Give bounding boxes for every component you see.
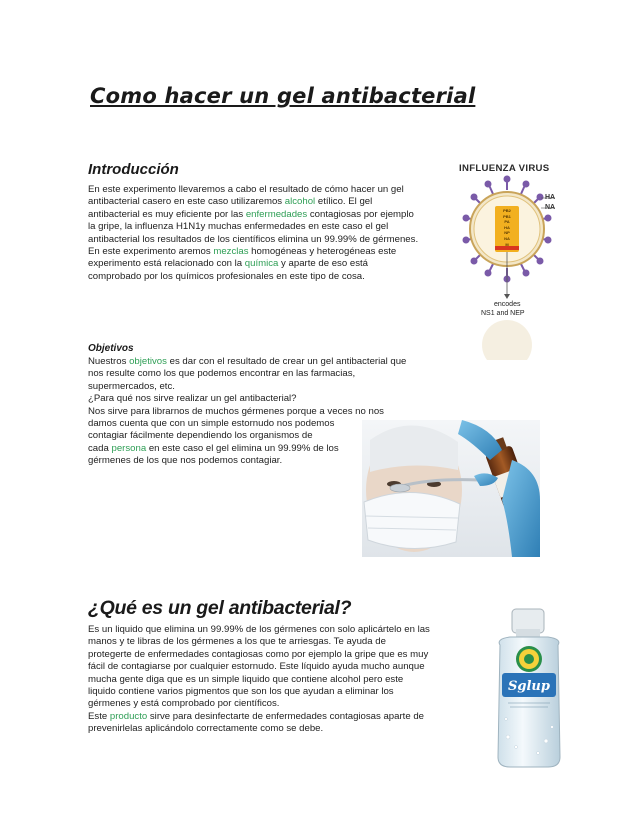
text-segment: manos y te libras de los gérmenes a los que te arriesgas. Te ayuda de: [88, 636, 386, 648]
text-line: [88, 698, 468, 710]
document-title: Como hacer un gel antibacterial: [90, 84, 476, 108]
keyword-link: producto: [109, 710, 148, 722]
na-label: NA: [545, 204, 556, 211]
text-segment: mucha gente diga que es un simple liquido que contiene alcohol pero este: [88, 673, 404, 685]
text-segment: contagiar fácilmente dependiendo los organismos de: [88, 430, 313, 442]
gene-segment-list: [497, 208, 517, 247]
virus-diagram-title: INFLUENZA VIRUS: [459, 163, 550, 174]
text-line: [88, 711, 468, 723]
ha-label: HA: [545, 194, 556, 201]
gene-segment-label: NP: [504, 230, 510, 236]
text-segment: contagiosas por ejemplo: [307, 208, 414, 220]
text-line: [88, 381, 448, 393]
keyword-link: mezclas: [213, 246, 249, 258]
text-segment: antibacterial es muy eficiente por las: [88, 208, 246, 220]
text-segment: protegerte de enfermedades contagiosas como por ejemplo la gripe que es muy: [88, 648, 429, 660]
text-segment: prevenirlelas aplicándolo correctamente como se debe.: [88, 723, 324, 735]
gene-segment-label: PB2: [503, 208, 511, 213]
text-segment: Nos sirve para librarnos de muchos gérmenes porque a veces no nos: [88, 405, 384, 417]
text-line: [88, 674, 468, 686]
introduction-paragraph: [88, 184, 458, 283]
text-segment: antibacterial casero en este caso utilizaremos: [88, 196, 285, 208]
text-segment: comprobado por los químicos profesionales en este tipo de cosa.: [88, 270, 365, 282]
ns1-nep-label: NS1 and NEP: [481, 310, 525, 317]
text-line: [88, 624, 468, 636]
text-line: [88, 209, 458, 221]
text-line: [88, 246, 458, 258]
text-line: [88, 649, 468, 661]
text-line: [88, 636, 468, 648]
text-line: [88, 356, 448, 368]
what-is-heading: ¿Qué es un gel antibacterial?: [88, 597, 352, 619]
text-segment: antibacterial los resultados de los científicos elimina un 99.99% de gérmenes.: [88, 233, 419, 245]
text-segment: y aparte de eso está: [278, 258, 368, 270]
keyword-link: enfermedades: [245, 208, 308, 220]
text-line: [88, 368, 448, 380]
influenza-virus-diagram: [459, 160, 559, 360]
text-segment: supermercados, etc.: [88, 380, 175, 392]
text-line: [88, 221, 458, 233]
text-segment: la gripe, la influenza H1N1y muchas enfermedades en este caso el gel: [88, 221, 389, 233]
text-segment: En este experimento llevaremos a cabo el resultado de cómo hacer un gel: [88, 184, 404, 195]
text-segment: cada: [88, 442, 112, 454]
medicine-spoon-photo: [362, 420, 540, 557]
text-line: [88, 184, 458, 196]
text-line: [88, 723, 468, 735]
text-segment: fácil de contagiarse por cualquier estornudo. Este líquido ayuda mucho aunque: [88, 661, 425, 673]
encodes-label: encodes: [494, 301, 521, 308]
text-line: [88, 393, 448, 405]
keyword-link: química: [244, 258, 279, 270]
text-line: [88, 258, 458, 270]
what-is-paragraph: [88, 624, 468, 736]
text-segment: es dar con el resultado de crear un gel antibacterial que: [166, 356, 407, 367]
text-line: [88, 686, 468, 698]
text-segment: gérmenes y está comprobado por científicos.: [88, 698, 280, 710]
gene-segment-label: PB1: [503, 213, 511, 219]
text-line: [88, 234, 458, 246]
introduction-heading: Introducción: [88, 161, 179, 178]
text-segment: Este: [88, 710, 110, 722]
text-segment: sirve para desinfectarte de enfermedades contagiosas aparte de: [147, 710, 425, 722]
objectives-heading: Objetivos: [88, 343, 134, 354]
text-segment: nos resulte como los que podemos encontrar en las farmacias,: [88, 368, 356, 380]
text-line: [88, 196, 458, 208]
keyword-link: persona: [111, 442, 147, 454]
keyword-link: objetivos: [129, 356, 167, 367]
text-segment: damos cuenta que con un simple estornudo nos podemos: [88, 418, 335, 430]
text-segment: ¿Para qué nos sirve realizar un gel antibacterial?: [88, 393, 297, 405]
gene-segment-label: PA: [504, 219, 510, 225]
gene-segment-label: NA: [504, 235, 510, 241]
gene-segment-label: HA: [504, 224, 510, 230]
text-segment: liquido contiene varios pigmentos que son los que ayudan a eliminar los: [88, 686, 394, 698]
text-line: [88, 406, 448, 418]
text-line: [88, 661, 468, 673]
gene-segment-label: M: [505, 241, 509, 247]
text-segment: en este caso el gel elimina un 99.99% de los: [146, 442, 339, 454]
text-segment: homogéneas y heterogéneas este: [248, 246, 397, 258]
text-line: [88, 271, 458, 283]
keyword-link: alcohol: [284, 196, 316, 208]
text-segment: Es un liquido que elimina un 99.99% de los gérmenes con solo aplicártelo en las: [88, 624, 430, 635]
gel-bottle-photo: [486, 607, 572, 769]
text-segment: Nuestros: [88, 356, 130, 367]
text-segment: etílico. El gel: [315, 196, 373, 208]
text-segment: experimento está relacionado con la: [88, 258, 245, 270]
text-segment: En este experimento aremos: [88, 246, 214, 258]
gel-brand-text: Sglup: [508, 679, 550, 694]
text-segment: gérmenes de los que nos podemos contagiar.: [88, 455, 283, 467]
